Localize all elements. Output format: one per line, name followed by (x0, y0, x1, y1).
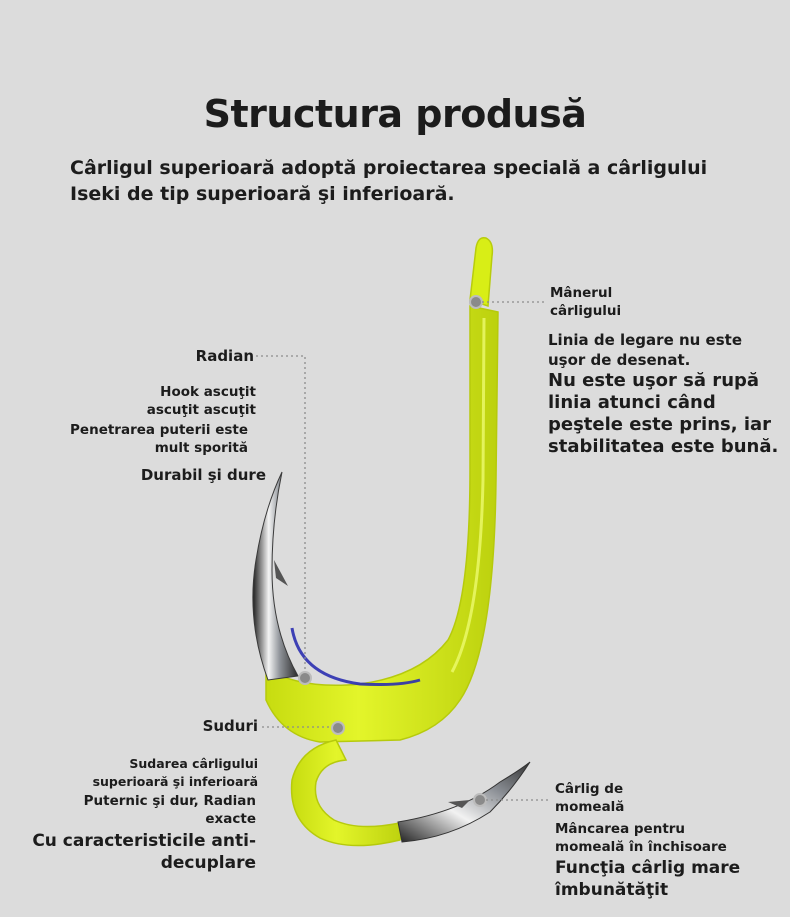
callout-momeala-title (555, 780, 624, 816)
radian-desc2-line-1: Penetrarea puterii este (70, 422, 248, 438)
page-title: Structura produsă (203, 92, 587, 136)
radian-desc1-line-1: Hook ascuţit (160, 384, 256, 400)
callout-suduri-desc-1 (93, 755, 258, 791)
radian-desc2-line-2: mult sporită (154, 440, 248, 456)
dot-momeala (474, 794, 486, 806)
upper-hook-point (253, 472, 298, 680)
callout-momeala-desc-2 (555, 857, 740, 901)
callout-suduri-desc-2 (84, 792, 256, 828)
manerul-desc-large-4: stabilitatea este bună. (548, 436, 779, 457)
dot-suduri (332, 722, 344, 734)
momeala-desc2-line-2: îmbunătăţit (555, 880, 669, 900)
momeala-desc1-line-1: Mâncarea pentru (555, 821, 686, 837)
callout-manerul-desc-small (548, 330, 742, 370)
suduri-desc1-line-1: Sudarea cârligului (129, 756, 258, 771)
dot-manerul (470, 296, 482, 308)
manerul-desc-large-3: peştele este prins, iar (548, 414, 772, 435)
callout-suduri-desc-3 (32, 830, 256, 874)
dot-radian (299, 672, 311, 684)
momeala-title-line-2: momeală (555, 799, 625, 815)
callout-manerul-title (550, 284, 621, 320)
manerul-desc-large-2: linia atunci când (548, 392, 716, 413)
callout-radian-desc-3: Durabil şi dure (140, 466, 266, 484)
suduri-desc3-line-2: decuplare (160, 853, 256, 873)
manerul-desc-small-1: Linia de legare nu este (548, 331, 742, 349)
momeala-desc2-line-1: Funcţia cârlig mare (555, 858, 741, 878)
callout-manerul-desc-large (548, 370, 778, 458)
callout-suduri-title: Suduri (202, 717, 258, 735)
suduri-desc2-line-2: exacte (205, 811, 256, 827)
callout-radian-desc-1 (147, 383, 256, 419)
momeala-desc1-line-2: momeală în închisoare (555, 839, 727, 855)
callout-radian-title: Radian (195, 347, 254, 365)
momeala-title-line-1: Cârlig de (555, 781, 624, 797)
subtitle-line-2: Iseki de tip superioară şi inferioară. (70, 183, 455, 205)
suduri-desc3-line-1: Cu caracteristicile anti- (32, 831, 256, 851)
manerul-title-line-2: cârligului (550, 303, 622, 319)
suduri-desc2-line-1: Puternic şi dur, Radian (83, 793, 256, 809)
radian-desc1-line-2: ascuţit ascuţit (146, 402, 256, 418)
manerul-title-line-1: Mânerul (550, 285, 613, 301)
subtitle-line-1: Cârligul superioară adoptă proiectarea specială a cârligului (70, 157, 708, 179)
suduri-desc1-line-2: superioară şi inferioară (92, 774, 258, 789)
manerul-desc-large-1: Nu este uşor să rupă (548, 370, 760, 391)
manerul-desc-small-2: uşor de desenat. (548, 351, 691, 369)
callout-radian-desc-2 (70, 421, 248, 457)
lower-hook-loop (292, 740, 404, 846)
callout-momeala-desc-1 (555, 820, 727, 856)
